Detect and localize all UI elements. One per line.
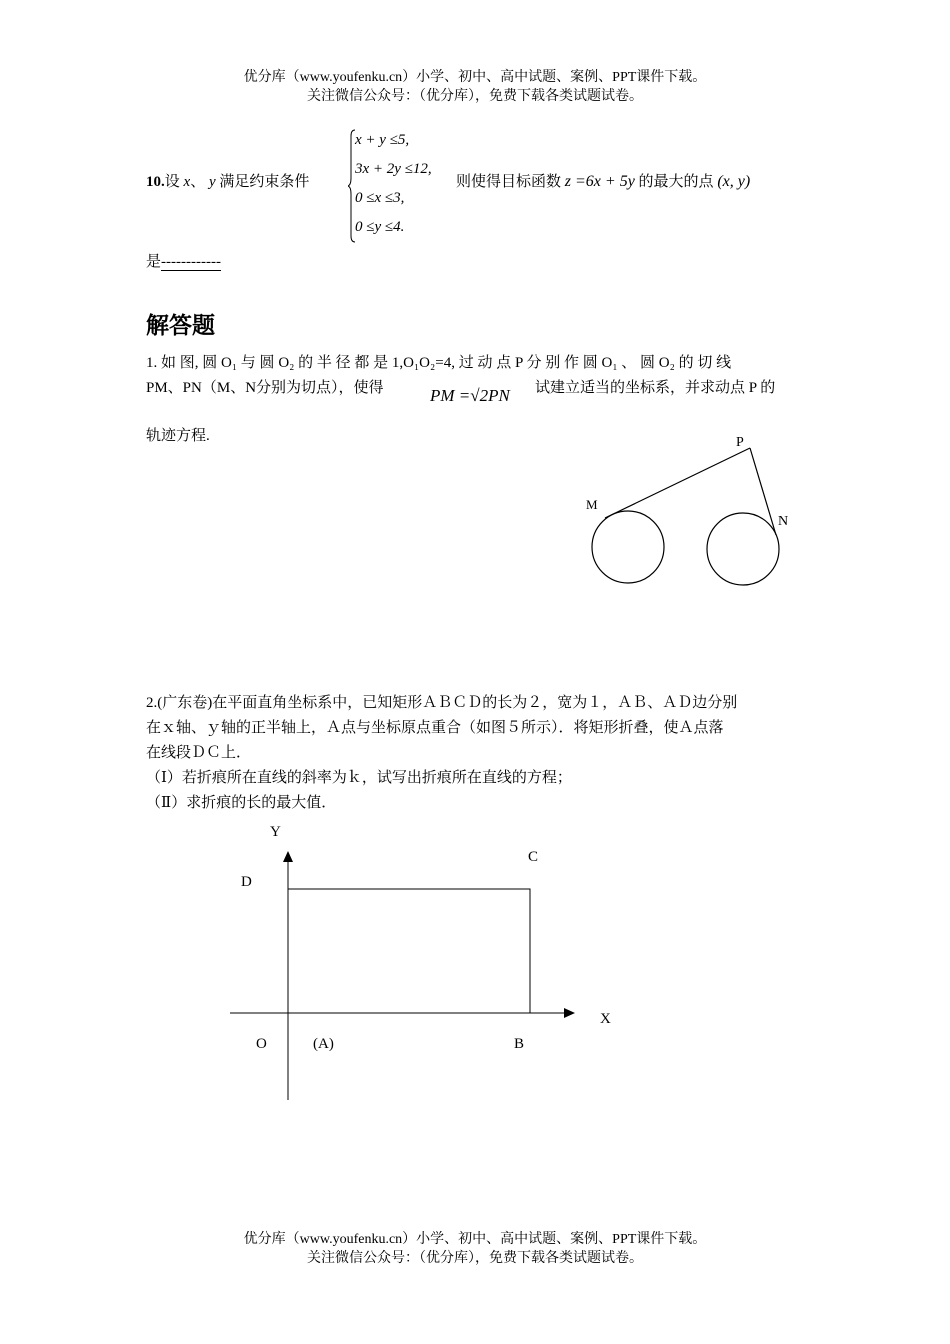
label-m: M [586,497,598,512]
q10-text-2: 满足约束条件 [219,174,310,190]
q10-var-x: x [183,174,191,190]
problem1-line-2b: 试建立适当的坐标系，并求动点 P 的 [535,380,776,396]
section-title: 解答题 [146,313,215,339]
q10-number: 10. [146,174,165,190]
tangent-pm [605,448,750,518]
footer-line-2: 关注微信公众号：（优分库），免费下载各类试题试卷。 [307,1251,643,1266]
constraint-3: 0 ≤x ≤3, [355,190,405,206]
tangent-pn [750,448,776,535]
label-a: (A) [313,1036,334,1052]
q10-answer-blank: ------------ [161,254,221,270]
label-x: X [600,1011,611,1027]
problem1-line-1: 1. 如 图, 圆 O₁ 与 圆 O₂ 的 半 径 都 是 1,O₁O₂=4, 过 动 点 P 分 别 作 圆 O₁ 、 圆 O₂ 的 切 线 [146,355,732,371]
figure-rectangle [220,820,620,1105]
footer-line-1: 优分库（www.youfenku.cn）小学、初中、高中试题、案例、PPT课件下载。 [243,1232,707,1247]
problem2-part-1: （Ⅰ）若折痕所在直线的斜率为ｋ，试写出折痕所在直线的方程； [146,770,572,786]
header-line-2: 关注微信公众号：（优分库），免费下载各类试题试卷。 [307,89,643,104]
problem1-formula: PM =√2PN [430,386,510,405]
q10-line [146,170,309,194]
constraint-4: 0 ≤y ≤4. [355,219,405,235]
rectangle-abcd [288,889,530,1013]
q10-point: (x, y) [717,173,751,190]
q10-text-3: 则使得目标函数 [456,174,562,190]
q10-answer [146,250,221,274]
label-d: D [241,874,252,890]
label-o: O [256,1036,267,1052]
problem2-part-2: （Ⅱ）求折痕的长的最大值． [146,795,337,811]
q10-sep: 、 [190,174,206,190]
problem2-line-1: 2.(广东卷)在平面直角坐标系中，已知矩形ＡＢＣＤ的长为２，宽为１，ＡＢ、ＡＤ边分别 [146,695,738,711]
q10-answer-prefix: 是 [146,254,162,270]
figure-circles [570,425,810,600]
label-p: P [736,435,744,450]
problem1-line-2a: PM、PN（M、N分别为切点），使得 [146,380,384,396]
label-y: Y [270,824,281,840]
label-n: N [778,514,789,529]
circle-o1 [592,511,664,583]
q10-text-1: 设 [164,174,180,190]
label-b: B [514,1036,525,1052]
label-c: C [528,849,539,865]
q10-var-y: y [208,174,216,190]
circle-o2 [707,513,779,585]
y-axis-arrow-icon [283,851,293,862]
problem2-line-2: 在ｘ轴、ｙ轴的正半轴上，Ａ点与坐标原点重合（如图５所示）．将矩形折叠，使Ａ点落 [146,720,724,736]
header-line-1: 优分库（www.youfenku.cn）小学、初中、高中试题、案例、PPT课件下载。 [243,70,707,85]
constraint-1: x + y ≤5, [355,132,410,148]
constraint-2: 3x + 2y ≤12, [355,161,432,177]
q10-objective: z =6x + 5y [564,173,635,190]
q10-text-4: 的最大的点 [638,174,714,190]
problem2-line-3: 在线段ＤＣ上． [146,745,252,761]
problem1-line-3: 轨迹方程. [146,428,210,444]
q10-line-rest [456,170,750,194]
x-axis-arrow-icon [564,1008,575,1018]
constraint-system [348,128,456,244]
